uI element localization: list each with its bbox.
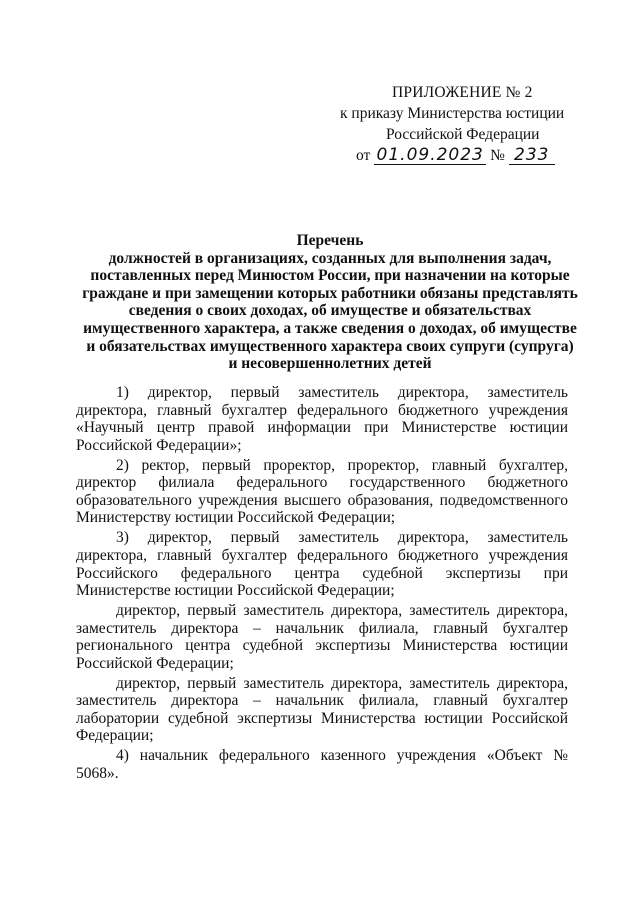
- date-prefix: от: [356, 147, 371, 164]
- title-line: граждане и при замещении которых работники обязаны представлять: [82, 284, 578, 302]
- document-body: [76, 384, 568, 785]
- list-item-paragraph: 3) директор, первый заместитель директора, заместитель директора, главный бухгалтер федерального бюджетного учреждения Российского федерального центра судебной экспертизы при Министерстве юстиции Российской Федерации;: [76, 529, 568, 600]
- title-line: сведения о своих доходах, об имуществе и обязательствах: [128, 302, 532, 320]
- list-item-paragraph: 2) ректор, первый проректор, проректор, главный бухгалтер, директор филиала федерального государственного бюджетного образовательного учреждения высшего образования, подведомственного Министерству юстиции Российской Федерации;: [76, 456, 568, 527]
- list-item-paragraph: 4) начальник федерального казенного учреждения «Объект № 5068».: [76, 747, 568, 782]
- list-item-paragraph: 1) директор, первый заместитель директора, заместитель директора, главный бухгалтер федерального бюджетного учреждения «Научный центр правой информации при Министерстве юстиции Российской Федерации»;: [76, 384, 568, 454]
- title-line: должностей в организациях, созданных для выполнения задач,: [108, 249, 552, 267]
- appendix-header: [338, 82, 578, 166]
- list-item-paragraph: директор, первый заместитель директора, заместитель директора, заместитель директора – начальник филиала, главный бухгалтер лаборатории судебной экспертизы Министерства юстиции Российской Федерации;: [76, 674, 568, 745]
- handwritten-order-number: 233: [509, 147, 555, 165]
- title-line: и обязательствах имущественного характера своих супруги (супруга): [86, 337, 574, 355]
- order-date-number: [338, 145, 578, 166]
- handwritten-date: 01.09.2023: [374, 147, 486, 165]
- country-name: Российской Федерации: [386, 126, 540, 143]
- order-reference: к приказу Министерства юстиции: [340, 105, 565, 122]
- title-line: Перечень: [296, 232, 364, 249]
- title-line: и несовершеннолетних детей: [228, 355, 432, 373]
- document-title: [70, 232, 590, 373]
- appendix-number: ПРИЛОЖЕНИЕ № 2: [392, 84, 533, 101]
- title-line: поставленных перед Минюстом России, при назначении на которые: [90, 267, 570, 285]
- title-line: имущественного характера, а также сведения о доходах, об имуществе: [83, 319, 577, 337]
- list-item-paragraph: директор, первый заместитель директора, заместитель директора, заместитель директора – начальник филиала, главный бухгалтер регионального центра судебной экспертизы Министерства юстиции Российской Федерации;: [76, 602, 568, 672]
- number-prefix: №: [490, 147, 505, 164]
